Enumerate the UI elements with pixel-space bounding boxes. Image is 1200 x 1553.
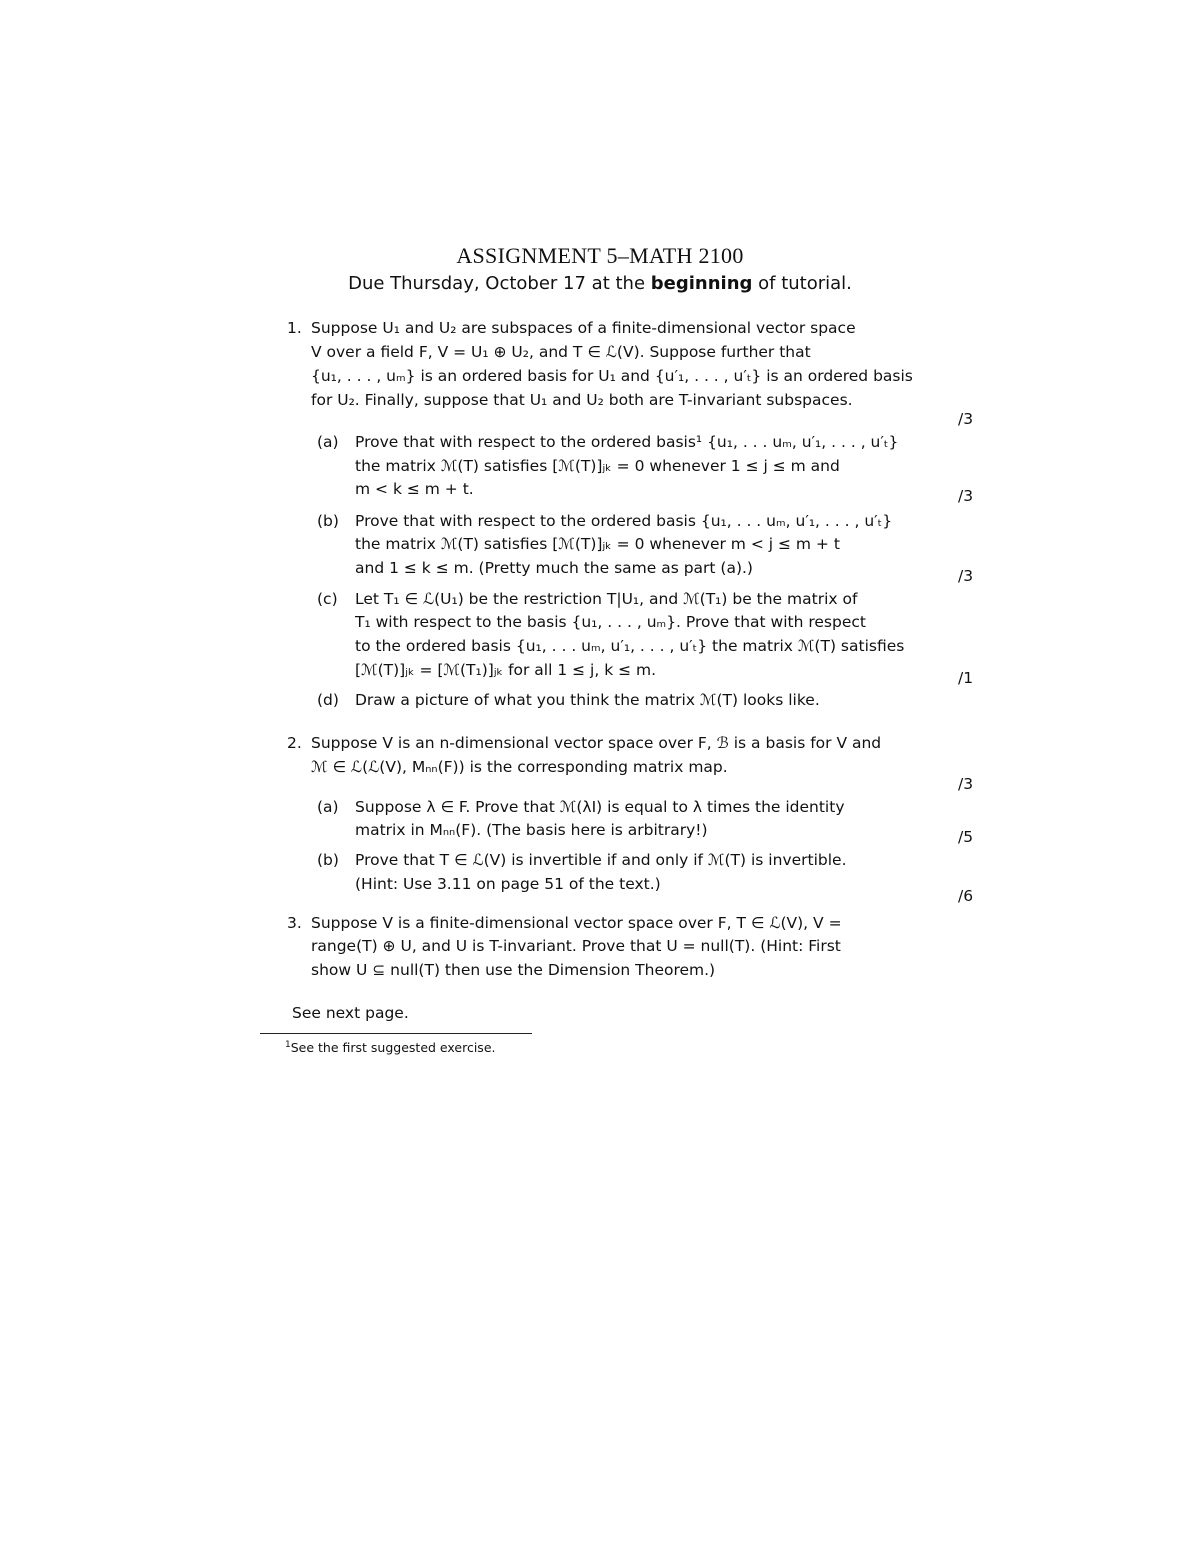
- q1d-line: Draw a picture of what you think the matrix ℳ(T) looks like.: [355, 691, 820, 709]
- q1a-marks: /3: [958, 410, 974, 428]
- q3-line: range(T) ⊕ U, and U is T-invariant. Prove that U = null(T). (Hint: First: [311, 937, 841, 955]
- q2b-line: (Hint: Use 3.11 on page 51 of the text.): [355, 875, 661, 893]
- see-next-page: See next page.: [292, 1004, 409, 1022]
- footnote-text: See the first suggested exercise.: [290, 1040, 496, 1056]
- q1d-marks: /1: [958, 669, 974, 687]
- q1b-marks: /3: [958, 487, 974, 505]
- q2b-line: Prove that T ∈ ℒ(V) is invertible if and only if ℳ(T) is invertible.: [355, 851, 847, 869]
- q1a-label: (a): [317, 433, 339, 451]
- q2a-line: matrix in Mₙₙ(F). (The basis here is arbitrary!): [355, 821, 708, 839]
- q1-number: 1.: [287, 319, 302, 337]
- q2a-marks: /3: [958, 775, 974, 793]
- q2a-line: Suppose λ ∈ F. Prove that ℳ(λI) is equal to λ times the identity: [355, 798, 845, 816]
- q3-line: Suppose V is a finite-dimensional vector space over F, T ∈ ℒ(V), V =: [311, 914, 842, 932]
- due-date-line: [0, 273, 1200, 294]
- footnote-marker: 1: [285, 1040, 291, 1050]
- q2a-label: (a): [317, 798, 339, 816]
- q1c-line: to the ordered basis {u₁, . . . uₘ, u′₁, . . . , u′ₜ} the matrix ℳ(T) satisfies: [355, 637, 905, 655]
- q2-line: Suppose V is an n-dimensional vector space over F, ℬ is a basis for V and: [311, 734, 882, 752]
- q1a-line: the matrix ℳ(T) satisfies [ℳ(T)]ⱼₖ = 0 whenever 1 ≤ j ≤ m and: [355, 457, 840, 475]
- q2b-label: (b): [317, 851, 339, 869]
- q1b-line: the matrix ℳ(T) satisfies [ℳ(T)]ⱼₖ = 0 whenever m < j ≤ m + t: [355, 535, 840, 553]
- q1-line: Suppose U₁ and U₂ are subspaces of a finite-dimensional vector space: [311, 319, 856, 337]
- q1-line: V over a field F, V = U₁ ⊕ U₂, and T ∈ ℒ(V). Suppose further that: [311, 343, 811, 361]
- due-suffix: of tutorial.: [752, 273, 852, 294]
- q1c-label: (c): [317, 590, 338, 608]
- due-prefix: Due Thursday, October 17 at the: [348, 273, 651, 294]
- q3-number: 3.: [287, 914, 302, 932]
- q1c-line: [ℳ(T)]ⱼₖ = [ℳ(T₁)]ⱼₖ for all 1 ≤ j, k ≤ m.: [355, 661, 657, 679]
- q1b-label: (b): [317, 512, 339, 530]
- q3-marks: /6: [958, 887, 974, 905]
- q2-number: 2.: [287, 734, 302, 752]
- q1b-line: Prove that with respect to the ordered basis {u₁, . . . uₘ, u′₁, . . . , u′ₜ}: [355, 512, 893, 530]
- due-emphasis: beginning: [650, 273, 753, 294]
- q1a-line: Prove that with respect to the ordered basis¹ {u₁, . . . uₘ, u′₁, . . . , u′ₜ}: [355, 433, 899, 451]
- q1c-marks: /3: [958, 567, 974, 585]
- q3-line: show U ⊆ null(T) then use the Dimension Theorem.): [311, 961, 716, 979]
- q2-line: ℳ ∈ ℒ(ℒ(V), Mₙₙ(F)) is the corresponding matrix map.: [311, 758, 728, 776]
- page-title: ASSIGNMENT 5–MATH 2100: [456, 243, 744, 268]
- q1d-label: (d): [317, 691, 339, 709]
- footnote-rule: [260, 1033, 532, 1034]
- q1-line: for U₂. Finally, suppose that U₁ and U₂ both are T-invariant subspaces.: [311, 391, 853, 409]
- footnote: [285, 1040, 495, 1055]
- q2b-marks: /5: [958, 828, 974, 846]
- q1a-line: m < k ≤ m + t.: [355, 480, 474, 498]
- q1c-line: T₁ with respect to the basis {u₁, . . . , uₘ}. Prove that with respect: [355, 613, 866, 631]
- q1-line: {u₁, . . . , uₘ} is an ordered basis for U₁ and {u′₁, . . . , u′ₜ} is an ordered basis: [311, 367, 913, 385]
- q1b-line: and 1 ≤ k ≤ m. (Pretty much the same as part (a).): [355, 559, 753, 577]
- q1c-line: Let T₁ ∈ ℒ(U₁) be the restriction T|U₁, and ℳ(T₁) be the matrix of: [355, 590, 858, 608]
